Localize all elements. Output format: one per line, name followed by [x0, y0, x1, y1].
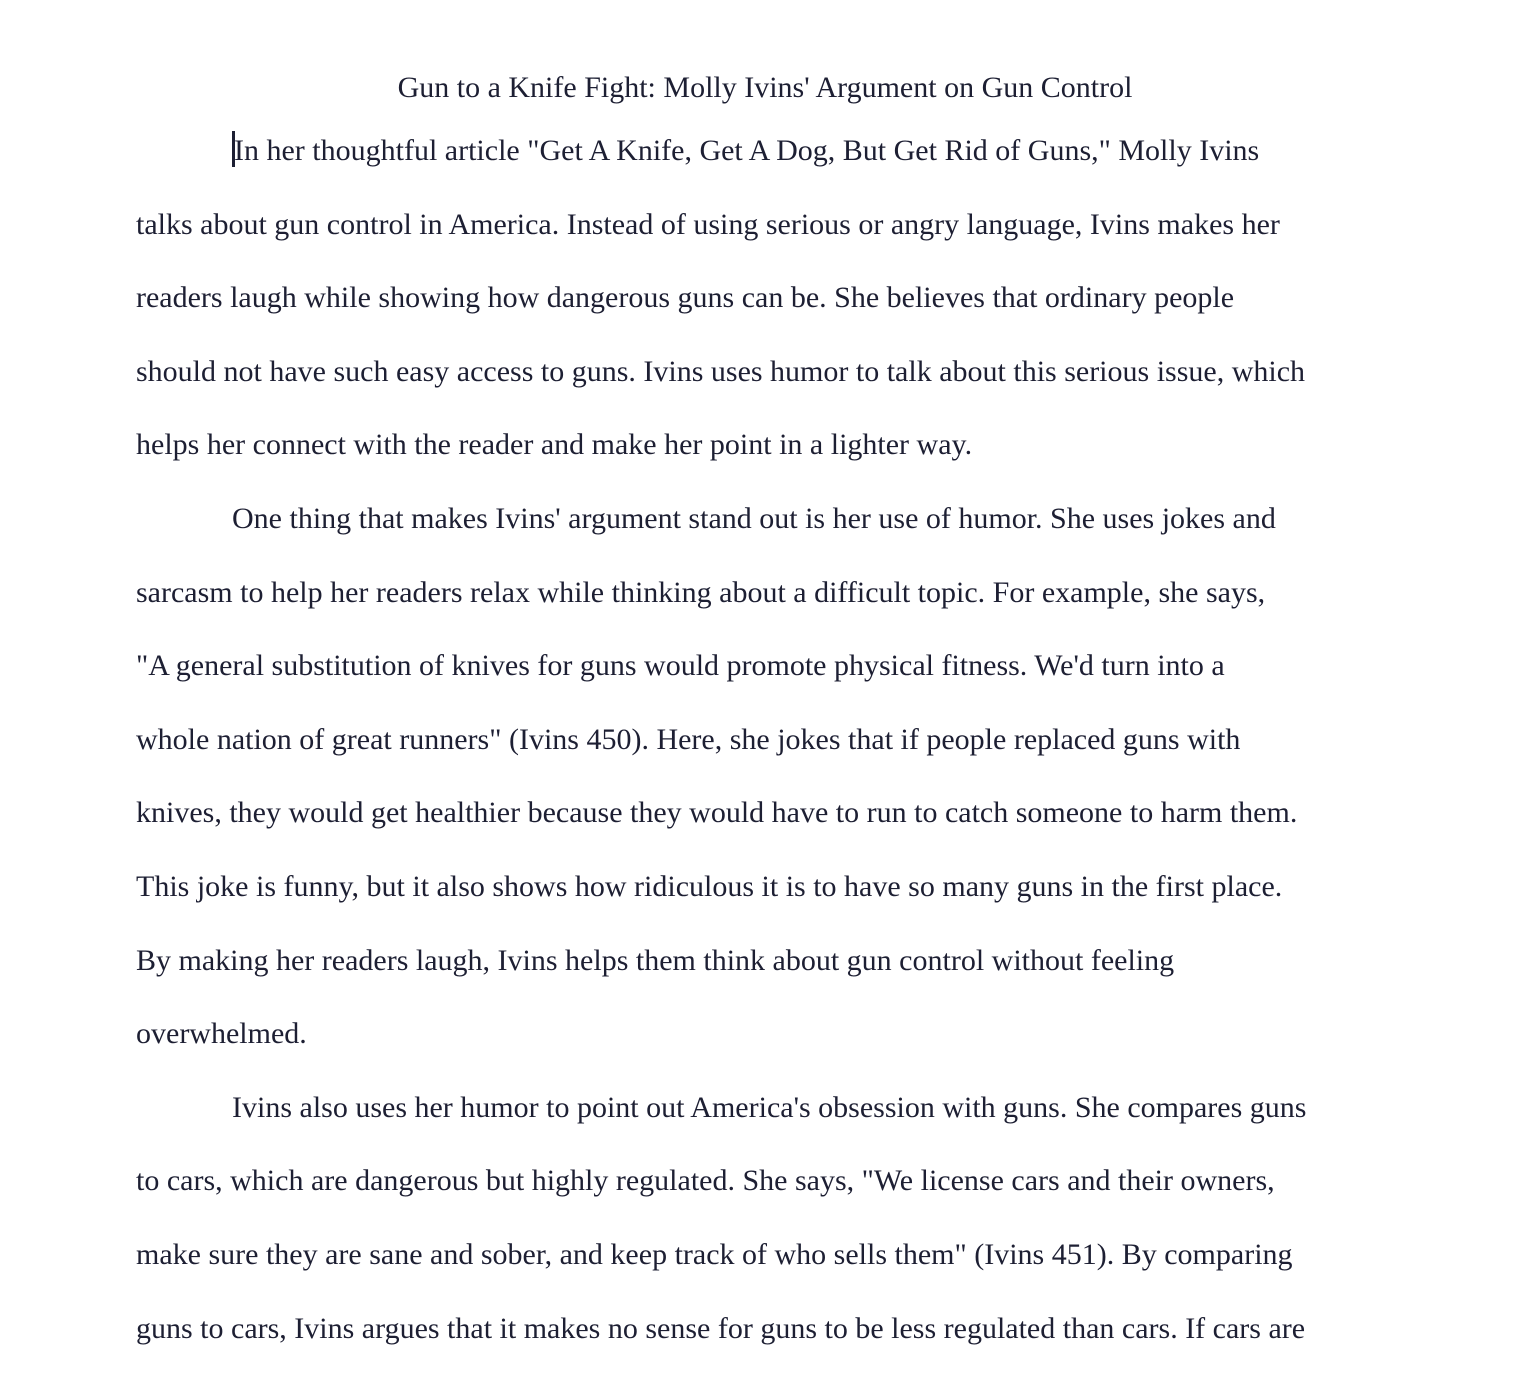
paragraph-line: This joke is funny, but it also shows how ridiculous it is to have so many guns in the first place. — [136, 869, 1283, 903]
paragraph-line: By making her readers laugh, Ivins helps them think about gun control without feeling — [136, 943, 1175, 977]
paragraph-2 — [136, 482, 1394, 1071]
paragraph-line: to cars, which are dangerous but highly regulated. She says, "We license cars and their owners, — [136, 1164, 1275, 1198]
paragraph-line: "A general substitution of knives for guns would promote physical fitness. We'd turn into a — [136, 649, 1225, 683]
paragraph-line: guns to cars, Ivins argues that it makes no sense for guns to be less regulated than cars. If cars are — [136, 1311, 1306, 1345]
paragraph-line: sarcasm to help her readers relax while thinking about a difficult topic. For example, she says, — [136, 575, 1266, 609]
paragraph-line: make sure they are sane and sober, and keep track of who sells them" (Ivins 451). By comparing — [136, 1237, 1293, 1271]
paragraph-3 — [136, 1071, 1394, 1365]
paragraph-line: overwhelmed. — [136, 1017, 307, 1051]
paragraph-line: In her thoughtful article "Get A Knife, Get A Dog, But Get Rid of Guns," Molly Ivins — [136, 114, 1394, 188]
paragraph-line: helps her connect with the reader and make her point in a lighter way. — [136, 428, 973, 462]
paragraph-line: whole nation of great runners" (Ivins 450). Here, she jokes that if people replaced guns with — [136, 722, 1241, 756]
paragraph-line: readers laugh while showing how dangerous guns can be. She believes that ordinary people — [136, 281, 1235, 315]
paragraph-1 — [136, 114, 1394, 482]
paragraph-line: One thing that makes Ivins' argument stand out is her use of humor. She uses jokes and — [232, 501, 1276, 535]
paragraph-line: knives, they would get healthier because they would have to run to catch someone to harm them. — [136, 796, 1298, 830]
paragraph-line: Ivins also uses her humor to point out America's obsession with guns. She compares guns — [232, 1090, 1307, 1124]
paragraph-line: should not have such easy access to guns. Ivins uses humor to talk about this serious issue, which — [136, 354, 1306, 388]
document-title: Gun to a Knife Fight: Molly Ivins' Argument on Gun Control — [397, 71, 1133, 104]
paragraph-line: talks about gun control in America. Instead of using serious or angry language, Ivins makes her — [136, 207, 1280, 241]
document-page[interactable] — [136, 64, 1394, 1365]
